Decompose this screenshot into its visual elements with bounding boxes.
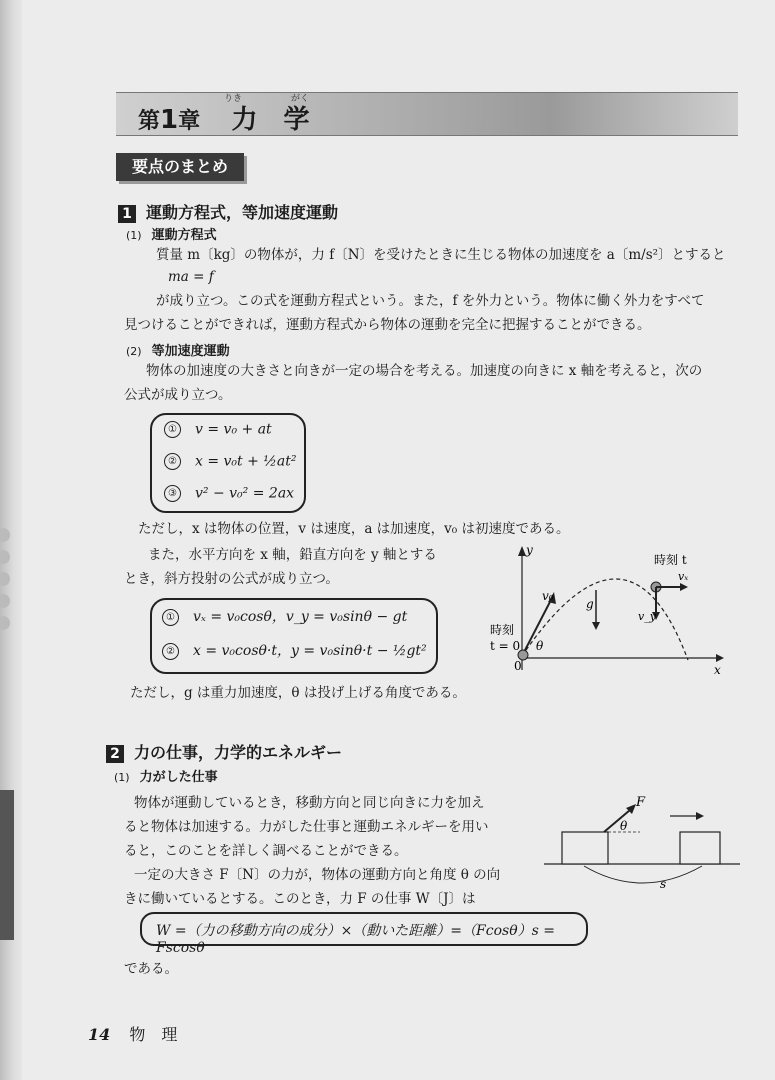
- formula-box-1: [150, 413, 306, 513]
- fig1-g: g: [586, 597, 594, 611]
- para-1-1-line2: が成り立つ。この式を運動方程式という。また，f を外力という。物体に働く外力をすべて: [156, 293, 705, 309]
- fig1-x-label: x: [714, 663, 721, 677]
- para-1-1-line1: 質量 m〔kg〕の物体が，力 f〔N〕を受けたときに生じる物体の加速度を a〔m/s²〕とすると: [156, 247, 726, 263]
- para-1-2-line4: また，水平方向を x 軸，鉛直方向を y 軸とする: [148, 547, 437, 563]
- para-2-line2: ると物体は加速する。力がした仕事と運動エネルギーを用い: [124, 819, 489, 835]
- subsection-1-1: (1) 運動方程式: [126, 228, 217, 243]
- work-formula: W =（力の移動方向の成分）×（動いた距離）=（Fcosθ）s = Fscosθ: [156, 923, 555, 956]
- formula-box-2: [150, 598, 438, 674]
- chapter-title: 第1章 力 学: [138, 105, 310, 135]
- work-diagram: [544, 790, 744, 890]
- fig1-time0-b: t = 0: [490, 639, 521, 653]
- formula-2-1: ① vₓ = v₀cosθ，v_y = v₀sinθ − gt: [162, 606, 407, 626]
- equation-ma-f: ma = f: [168, 269, 214, 285]
- ruby-gaku: がく: [291, 94, 310, 104]
- fig1-v0: v₀: [542, 589, 554, 603]
- fig1-origin: 0: [514, 659, 522, 673]
- page-number: 14: [88, 1025, 111, 1044]
- fig1-y-label: y: [526, 543, 533, 557]
- fig1-time0-a: 時刻: [490, 623, 515, 637]
- index-tabs: [0, 520, 18, 640]
- para-2-line1: 物体が運動しているとき，移動方向と同じ向きに力を加え: [134, 795, 485, 811]
- para-1-2-line6: ただし，g は重力加速度，θ は投げ上げる角度である。: [130, 685, 466, 701]
- ruby-riki: りき: [224, 94, 243, 104]
- para-2-line4: 一定の大きさ F〔N〕の力が，物体の運動方向と角度 θ の向: [134, 867, 501, 883]
- subject-label: 物 理: [129, 1025, 178, 1044]
- para-1-1-line3: 見つけることができれば，運動方程式から物体の運動を完全に把握することができる。: [124, 317, 651, 333]
- para-1-2-line1: 物体の加速度の大きさと向きが一定の場合を考える。加速度の向きに x 軸を考えると，次の: [146, 363, 703, 379]
- chapter-header: [116, 92, 738, 136]
- formula-1-3: ③ v² − v₀² = 2ax: [164, 485, 294, 502]
- formula-1-2: ② x = v₀t + ½at²: [164, 453, 296, 470]
- work-formula-box: [140, 912, 588, 956]
- page-footer: [88, 1022, 177, 1045]
- fig1-vy: v_y: [638, 610, 656, 623]
- section-1-title: 1 運動方程式，等加速度運動: [118, 200, 338, 223]
- para-2-line3: ると，このことを詳しく調べることができる。: [124, 843, 408, 859]
- para-2-line6: である。: [124, 961, 178, 977]
- section-2-title: 2 力の仕事，力学的エネルギー: [106, 740, 342, 763]
- fig2-s: s: [660, 877, 667, 890]
- edge-bar: [0, 790, 14, 940]
- subsection-2-1: (1) 力がした仕事: [114, 770, 218, 785]
- projectile-diagram: [478, 540, 728, 680]
- formula-2-2: ② x = v₀cosθ·t，y = v₀sinθ·t − ½gt²: [162, 640, 427, 660]
- summary-label: 要点のまとめ: [116, 153, 244, 181]
- fig2-F: F: [636, 795, 646, 810]
- para-1-2-line2: 公式が成り立つ。: [124, 387, 232, 403]
- fig1-theta: θ: [536, 639, 544, 653]
- para-2-line5: きに働いているとする。このとき，力 F の仕事 W〔J〕は: [124, 891, 476, 907]
- fig2-theta: θ: [620, 819, 628, 833]
- para-1-2-line3: ただし，x は物体の位置，v は速度，a は加速度，v₀ は初速度である。: [138, 521, 570, 537]
- fig1-vx: vₓ: [678, 570, 689, 583]
- formula-1-1: ① v = v₀ + at: [164, 421, 272, 438]
- subsection-1-2: (2) 等加速度運動: [126, 344, 230, 359]
- para-1-2-line5: とき，斜方投射の公式が成り立つ。: [124, 571, 339, 587]
- fig1-time-t: 時刻 t: [654, 553, 687, 567]
